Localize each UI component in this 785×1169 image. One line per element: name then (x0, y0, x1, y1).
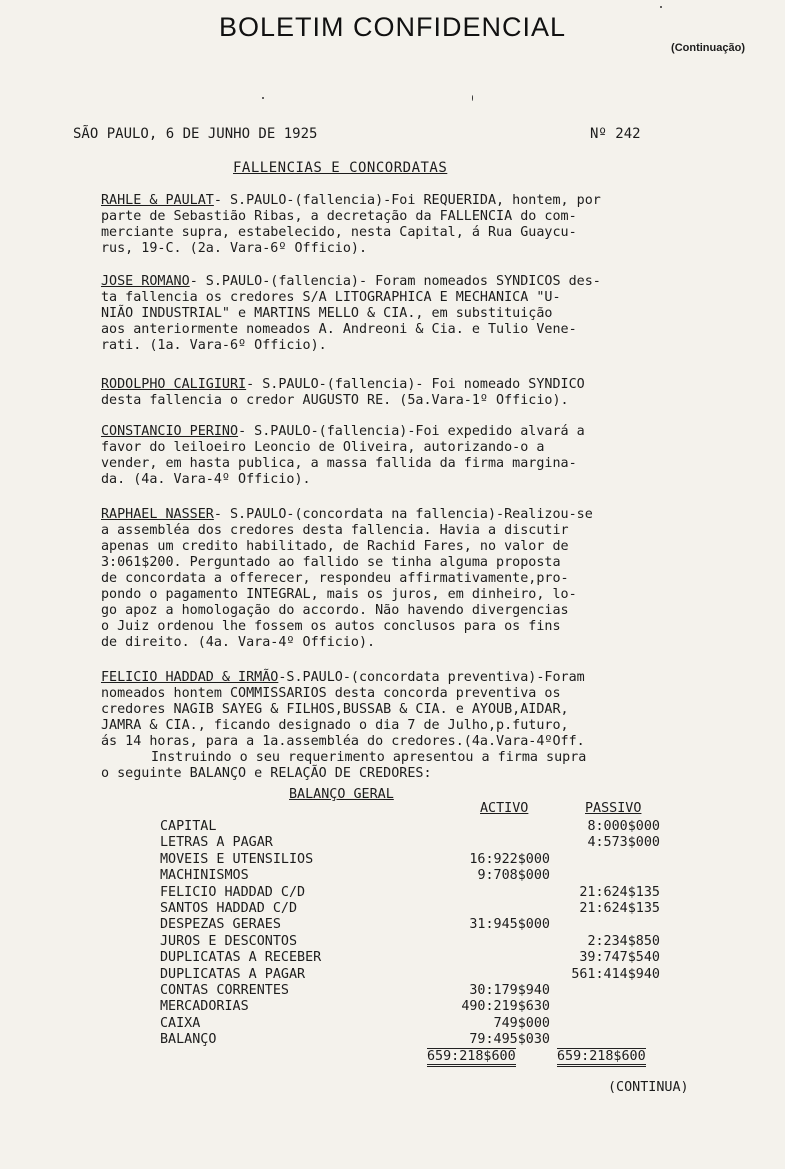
entry-line: rus, 19-C. (2a. Vara-6º Officio). (101, 241, 368, 256)
balance-row (160, 819, 670, 835)
entry-line: - S.PAULO-(fallencia)-Foi expedido alvará a (238, 424, 585, 439)
entry-rodolpho-caligiuri (101, 377, 701, 409)
entry-name: CONSTANCIO PERINO (101, 424, 239, 439)
ink-speck (472, 95, 473, 101)
entry-line: desta fallencia o credor AUGUSTO RE. (5a.Vara-1º Officio). (101, 393, 569, 408)
balance-row (160, 885, 670, 901)
entry-line: parte de Sebastião Ribas, a decretação da FALLENCIA do com- (101, 209, 577, 224)
balance-row-label: JUROS E DESCONTOS (160, 933, 298, 949)
balance-row-label: FELICIO HADDAD C/D (160, 884, 306, 900)
entry-line: - S.PAULO-(fallencia)-Foi REQUERIDA, hontem, por (213, 193, 601, 208)
balance-row-activo: 31:945$000 (469, 917, 550, 933)
balance-row (160, 852, 670, 868)
entry-line: a assembléa dos credores desta fallencia. Havia a discutir (101, 523, 569, 538)
balance-row (160, 901, 670, 917)
entry-raphael-nasser (101, 507, 701, 651)
entry-jose-romano (101, 274, 701, 354)
entry-constancio-perino (101, 424, 701, 488)
total-passivo: 659:218$600 (557, 1048, 646, 1067)
entry-name: JOSE ROMANO (101, 274, 190, 289)
balance-row-label: SANTOS HADDAD C/D (160, 900, 298, 916)
entry-line: Instruindo o seu requerimento apresentou a firma supra (151, 750, 587, 765)
entry-line: credores NAGIB SAYEG & FILHOS,BUSSAB & CIA. e AYOUB,AIDAR, (101, 702, 569, 717)
balance-row-passivo: 21:624$135 (579, 884, 660, 900)
balance-row-passivo: 8:000$000 (587, 819, 660, 834)
continuation-note: (Continuação) (671, 42, 745, 54)
entry-line: pondo o pagamento INTEGRAL, mais os juros, em dinheiro, lo- (101, 587, 577, 602)
ink-speck (660, 6, 662, 8)
entry-rahle-paulat (101, 193, 701, 257)
entry-line: nomeados hontem COMMISSARIOS desta concorda preventiva os (101, 686, 561, 701)
balance-row-passivo: 4:573$000 (587, 835, 660, 851)
entry-line: NIÃO INDUSTRIAL" e MARTINS MELLO & CIA., em substituição (101, 306, 553, 321)
balance-row-label: MACHINISMOS (160, 868, 249, 884)
entry-line: apenas um credito habilitado, de Rachid Fares, no valor de (101, 539, 569, 554)
balance-row-passivo: 21:624$135 (579, 900, 660, 916)
entry-line: merciante supra, estabelecido, nesta Capital, á Rua Guaycu- (101, 225, 577, 240)
entry-name: RODOLPHO CALIGIURI (101, 377, 247, 392)
balance-row (160, 868, 670, 884)
balance-row-label: BALANÇO (160, 1032, 217, 1048)
continua-note: (CONTINUA) (608, 1080, 689, 1095)
activo-header: ACTIVO (480, 801, 529, 816)
balance-row (160, 934, 670, 950)
dateline: SÃO PAULO, 6 DE JUNHO DE 1925 (73, 126, 318, 142)
balance-row-activo: 749$000 (493, 1015, 550, 1031)
entry-name: RAHLE & PAULAT (101, 193, 214, 208)
entry-line: ta fallencia os credores S/A LITOGRAPHICA E MECHANICA "U- (101, 290, 561, 305)
balance-row (160, 983, 670, 999)
entry-line: de direito. (4a. Vara-4º Officio). (101, 635, 376, 650)
entry-line: de concordata a offerecer, respondeu affirmativamente,pro- (101, 571, 569, 586)
entry-line: - S.PAULO-(fallencia)- Foi nomeado SYNDICO (246, 377, 585, 392)
entry-line: da. (4a. Vara-4º Officio). (101, 472, 311, 487)
entry-line: favor do leiloeiro Leoncio de Oliveira, autorizando-o a (101, 440, 545, 455)
balance-row-label: LETRAS A PAGAR (160, 835, 273, 851)
ink-speck (262, 97, 264, 99)
entry-line: o Juiz ordenou lhe fossem os autos conclusos para os fins (101, 619, 561, 634)
entry-line: rati. (1a. Vara-6º Officio). (101, 338, 327, 353)
entry-line: vender, em hasta publica, a massa fallida da firma margina- (101, 456, 577, 471)
balance-row (160, 1032, 670, 1048)
balance-row-passivo: 2:234$850 (587, 933, 660, 949)
entry-name: RAPHAEL NASSER (101, 507, 214, 522)
balance-row-label: CAPITAL (160, 819, 217, 834)
entry-line: JAMRA & CIA., ficando designado o dia 7 de Julho,p.futuro, (101, 718, 569, 733)
balance-row (160, 999, 670, 1015)
entry-line: go apoz a homologação do accordo. Não havendo divergencias (101, 603, 569, 618)
entry-line: 3:061$200. Perguntado ao fallido se tinha alguma proposta (101, 555, 561, 570)
passivo-header: PASSIVO (585, 801, 642, 816)
balance-table (160, 819, 670, 1048)
balance-row-label: DUPLICATAS A RECEBER (160, 950, 322, 966)
entry-name: FELICIO HADDAD & IRMÃO (101, 670, 279, 685)
balance-row-passivo: 561:414$940 (571, 966, 660, 982)
balance-row-label: MERCADORIAS (160, 999, 249, 1015)
balance-row (160, 917, 670, 933)
entry-line: -S.PAULO-(concordata preventiva)-Foram (278, 670, 585, 685)
section-title: FALLENCIAS E CONCORDATAS (233, 160, 448, 176)
balance-row (160, 950, 670, 966)
page-title: BOLETIM CONFIDENCIAL (218, 12, 567, 42)
balance-row-activo: 490:219$630 (461, 999, 550, 1015)
balance-row-label: CONTAS CORRENTES (160, 982, 289, 998)
balance-row (160, 835, 670, 851)
balance-row-passivo: 39:747$540 (579, 950, 660, 966)
balance-row-activo: 79:495$030 (469, 1032, 550, 1048)
balance-row-activo: 9:708$000 (477, 868, 550, 884)
entry-line: - S.PAULO-(fallencia)- Foram nomeados SYNDICOS des- (189, 274, 601, 289)
balance-row-label: MOVEIS E UTENSILIOS (160, 851, 314, 867)
balance-row-label: DESPEZAS GERAES (160, 917, 281, 933)
balance-row (160, 1016, 670, 1032)
balance-row-activo: 16:922$000 (469, 851, 550, 867)
entry-line: ás 14 horas, para a 1a.assembléa do credores.(4a.Vara-4ºOff. (101, 734, 585, 749)
entry-felicio-haddad (101, 670, 701, 782)
balance-heading: BALANÇO GERAL (289, 787, 394, 802)
entry-line: aos anteriormente nomeados A. Andreoni & Cia. e Tulio Vene- (101, 322, 577, 337)
balance-row-label: CAIXA (160, 1015, 201, 1031)
balance-row-label: DUPLICATAS A PAGAR (160, 966, 306, 982)
entry-line: o seguinte BALANÇO e RELAÇÃO DE CREDORES: (101, 766, 432, 781)
bulletin-number: Nº 242 (590, 126, 641, 142)
balance-row (160, 967, 670, 983)
entry-line: - S.PAULO-(concordata na fallencia)-Realizou-se (213, 507, 593, 522)
balance-row-activo: 30:179$940 (469, 982, 550, 998)
total-activo: 659:218$600 (427, 1048, 516, 1067)
